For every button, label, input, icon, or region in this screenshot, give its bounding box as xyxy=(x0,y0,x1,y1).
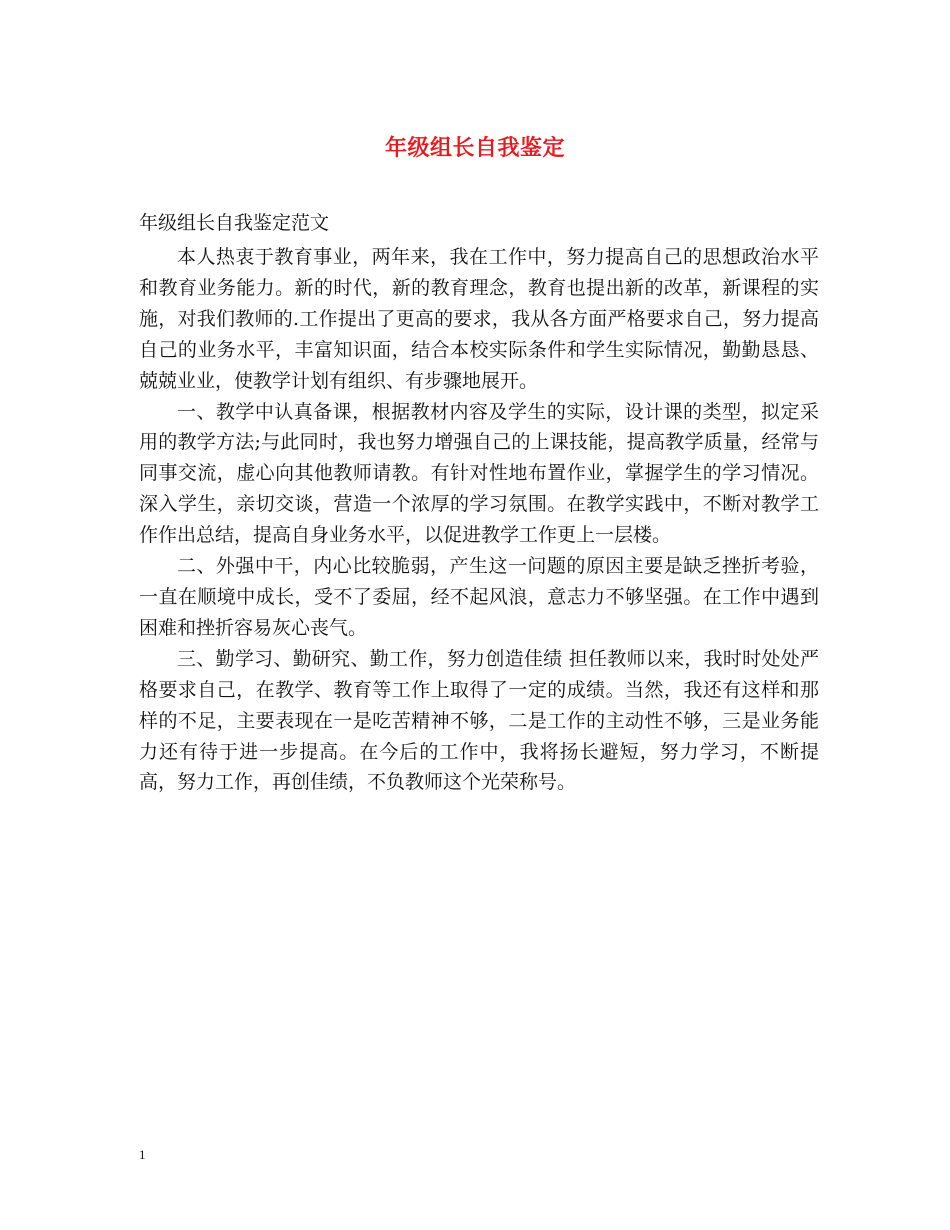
document-body xyxy=(139,242,819,798)
paragraph-intro: 本人热衷于教育事业，两年来，我在工作中，努力提高自己的思想政治水平和教育业务能力。新的时代，新的教育理念，教育也提出新的改革，新课程的实施，对我们教师的.工作提出了更高的要求，我从各方面严格要求自己，努力提高自己的业务水平，丰富知识面，结合本校实际条件和学生实际情况，勤勤恳恳、兢兢业业，使教学计划有组织、有步骤地展开。 xyxy=(139,246,819,392)
paragraph-section-2: 二、外强中干，内心比较脆弱，产生这一问题的原因主要是缺乏挫折考验，一直在顺境中成长，受不了委屈，经不起风浪，意志力不够坚强。在工作中遇到困难和挫折容易灰心丧气。 xyxy=(139,555,819,639)
paragraph-section-1: 一、教学中认真备课，根据教材内容及学生的实际，设计课的类型，拟定采用的教学方法;与此同时，我也努力增强自己的上课技能，提高教学质量，经常与同事交流，虚心向其他教师请教。有针对性地布置作业，掌握学生的学习情况。深入学生，亲切交谈，营造一个浓厚的学习氛围。在教学实践中，不断对教学工作作出总结，提高自身业务水平，以促进教学工作更上一层楼。 xyxy=(139,400,819,547)
page-number: 1 xyxy=(139,1147,146,1162)
document-title: 年级组长自我鉴定 xyxy=(384,135,565,161)
paragraph-section-3: 三、勤学习、勤研究、勤工作，努力创造佳绩 担任教师以来，我时时处处严格要求自己，在教学、教育等工作上取得了一定的成绩。当然，我还有这样和那样的不足，主要表现在一是吃苦精神不够，二是工作的主动性不够，三是业务能力还有待于进一步提高。在今后的工作中，我将扬长避短，努力学习，不断提高，努力工作，再创佳绩，不负教师这个光荣称号。 xyxy=(139,647,819,794)
document-subtitle: 年级组长自我鉴定范文 xyxy=(139,212,330,234)
